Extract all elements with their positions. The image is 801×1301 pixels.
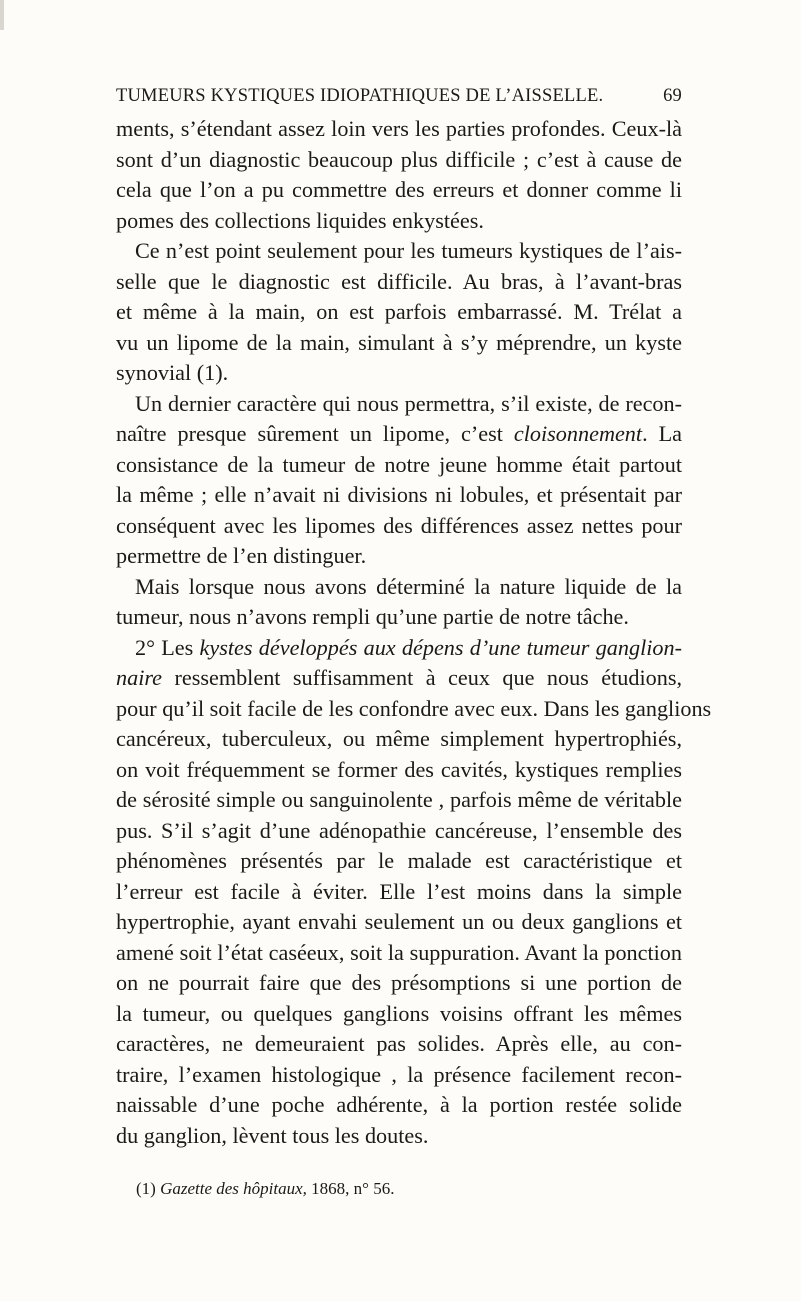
text-line: de sérosité simple ou sanguinolente , parfois même de véritable — [116, 787, 682, 812]
text-line: naissable d’une poche adhérente, à la portion restée solide — [116, 1092, 682, 1117]
text-line: caractères, ne demeuraient pas solides. Après elle, au con- — [116, 1031, 682, 1056]
text-line: cancéreux, tuberculeux, ou même simplement hypertrophiés, — [116, 726, 682, 751]
text-line: pomes des collections liquides enkystées. — [116, 207, 484, 233]
text-segment: . La — [642, 421, 682, 446]
text-segment: naître presque sûrement un lipome, c’est — [116, 421, 514, 446]
footnote — [136, 1179, 394, 1199]
emphasis-naire: naire — [116, 665, 163, 690]
text-line: vu un lipome de la main, simulant à s’y méprendre, un kyste — [116, 329, 682, 355]
text-line: permettre de l’en distinguer. — [116, 543, 367, 568]
text-line: du ganglion, lèvent tous les doutes. — [116, 1122, 429, 1148]
text-line-with-emphasis — [116, 633, 682, 664]
emphasis-kystes-ganglionnaires: kystes développés aux dépens d’une tumeur ganglion- — [199, 634, 682, 660]
text-line: selle que le diagnostic est difficile. Au bras, à l’avant-bras — [116, 268, 682, 294]
text-line: phénomènes présentés par le malade est caractéristique et — [116, 848, 682, 873]
text-line: sont d’un diagnostic beaucoup plus difficile ; c’est à cause de — [116, 146, 682, 172]
running-title: TUMEURS KYSTIQUES IDIOPATHIQUES DE L’AISSELLE. — [116, 86, 604, 106]
text-line: consistance de la tumeur de notre jeune homme était partout — [116, 451, 682, 477]
text-line: Un dernier caractère qui nous permettra, s’il existe, de recon- — [135, 390, 682, 416]
text-line: synovial (1). — [116, 360, 229, 385]
footnote-source: Gazette des hôpitaux, — [160, 1179, 307, 1198]
text-line: conséquent avec les lipomes des différences assez nettes pour — [116, 512, 682, 538]
text-line-with-emphasis — [116, 419, 682, 450]
running-head — [116, 86, 682, 108]
page-edge-shadow — [0, 0, 4, 30]
emphasis-cloisonnement: cloisonnement — [513, 421, 643, 446]
text-line: la tumeur, ou quelques ganglions voisins offrant les mêmes — [116, 1000, 682, 1026]
text-line: pour qu’il soit facile de les confondre avec eux. Dans les ganglions — [116, 695, 712, 721]
text-line: amené soit l’état caséeux, soit la suppuration. Avant la ponction — [116, 939, 682, 965]
text-line: et même à la main, on est parfois embarrassé. M. Trélat a — [116, 299, 682, 324]
page-number: 69 — [663, 86, 682, 106]
text-line: traire, l’examen histologique , la présence facilement recon- — [116, 1061, 682, 1087]
text-line: hypertrophie, ayant envahi seulement un ou deux ganglions et — [116, 909, 682, 934]
text-line: Ce n’est point seulement pour les tumeurs kystiques de l’ais- — [135, 238, 682, 263]
body-text — [116, 114, 712, 1151]
text-line: on ne pourrait faire que des présomptions si une portion de — [116, 970, 682, 995]
text-line: pus. S’il s’agit d’une adénopathie cancéreuse, l’ensemble des — [116, 817, 682, 843]
text-segment: ressemblent suffisamment à ceux que nous étudions, — [162, 665, 682, 690]
text-segment: 2° Les — [135, 634, 200, 660]
text-line: cela que l’on a pu commettre des erreurs et donner comme li — [116, 177, 682, 202]
text-line: ments, s’étendant assez loin vers les parties profondes. Ceux-là — [116, 116, 682, 141]
text-line: on voit fréquemment se former des cavités, kystiques remplies — [116, 756, 682, 782]
text-line: la même ; elle n’avait ni divisions ni lobules, et présentait par — [116, 482, 682, 507]
text-line: Mais lorsque nous avons déterminé la nature liquide de la — [135, 573, 682, 599]
footnote-marker: (1) — [136, 1179, 161, 1198]
text-line: l’erreur est facile à éviter. Elle l’est moins dans la simple — [116, 878, 682, 904]
text-line: tumeur, nous n’avons rempli qu’une partie de notre tâche. — [116, 604, 629, 629]
text-line-with-emphasis — [116, 663, 682, 694]
footnote-details: 1868, n° 56. — [306, 1179, 395, 1198]
